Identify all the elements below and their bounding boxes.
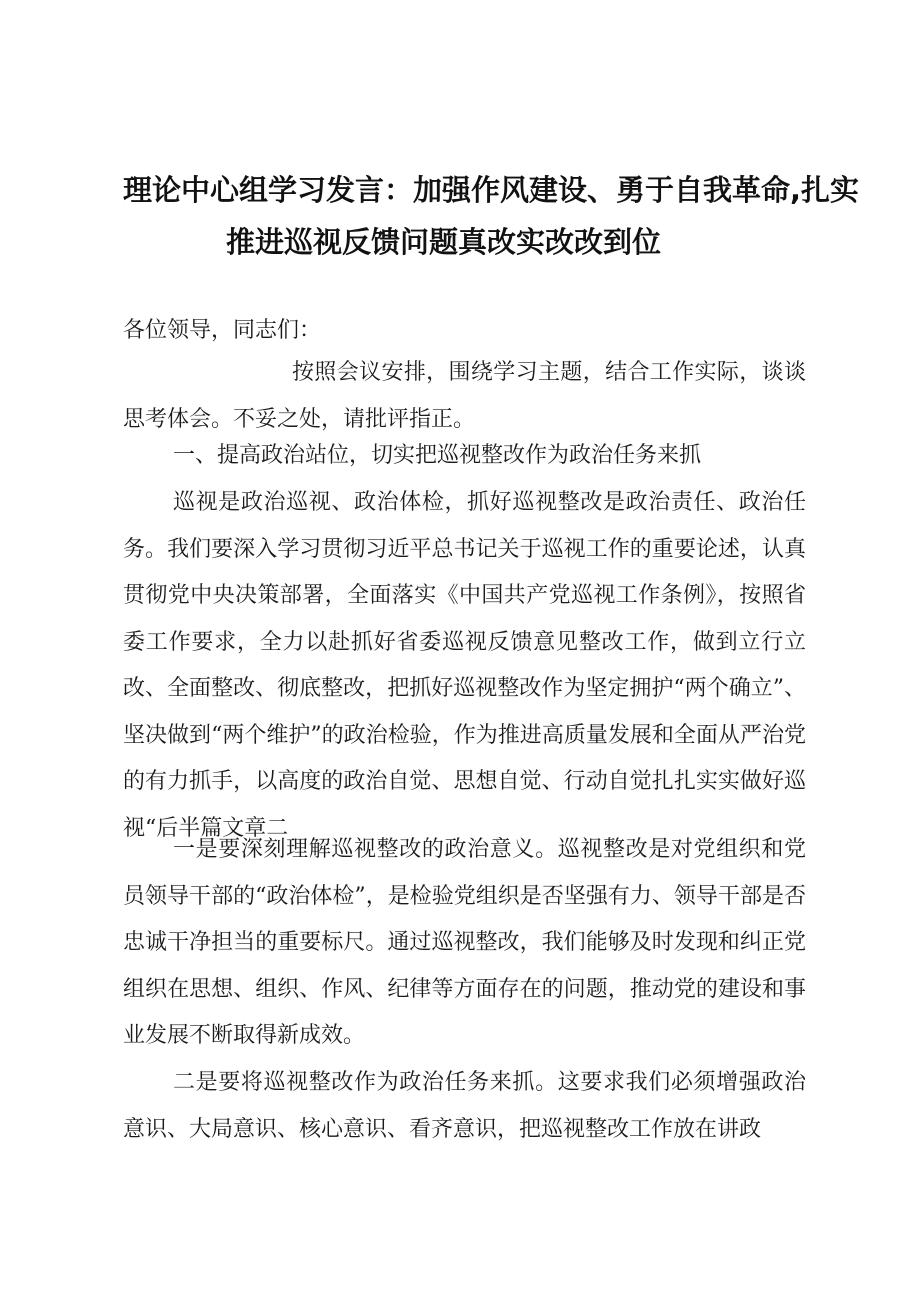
document-title-line-2: 推进巡视反馈问题真改实改改到位 xyxy=(226,225,662,259)
section-heading-1: 一、提高政治站位，切实把巡视整改作为政治任务来抓 xyxy=(173,443,702,468)
document-title-line-1: 理论中心组学习发言：加强作风建设、勇于自我革命,扎实 xyxy=(123,173,860,207)
salutation: 各位领导，同志们： xyxy=(123,318,322,343)
body-paragraph-3: 二是要将巡视整改作为政治任务来抓。这要求我们必须增强政治意识、大局意识、核心意识、看齐意识，把巡视整改工作放在讲政 xyxy=(123,1070,806,1142)
body-paragraph-1: 巡视是政治巡视、政治体检，抓好巡视整改是政治责任、政治任务。我们要深入学习贯彻习近平总书记关于巡视工作的重要论述，认真贯彻党中央决策部署，全面落实《中国共产党巡视工作条例》，按照省委工作要求，全力以赴抓好省委巡视反馈意见整改工作，做到立行立改、全面整改、彻底整改，把抓好巡视整改作为坚定拥护“两个确立”、坚决做到“两个维护”的政治检验，作为推进高质量发展和全面从严治党的有力抓手，以高度的政治自觉、思想自觉、行动自觉扎扎实实做好巡视“后半篇文章二 xyxy=(123,490,806,841)
intro-paragraph: 按照会议安排，围绕学习主题，结合工作实际，谈谈思考体会。不妥之处，请批评指正。 xyxy=(123,360,806,432)
body-paragraph-2: 一是要深刻理解巡视整改的政治意义。巡视整改是对党组织和党员领导干部的“政治体检”，是检验党组织是否坚强有力、领导干部是否忠诚干净担当的重要标尺。通过巡视整改，我们能够及时发现和纠正党组织在思想、组织、作风、纪律等方面存在的问题，推动党的建设和事业发展不断取得新成效。 xyxy=(123,837,806,1048)
